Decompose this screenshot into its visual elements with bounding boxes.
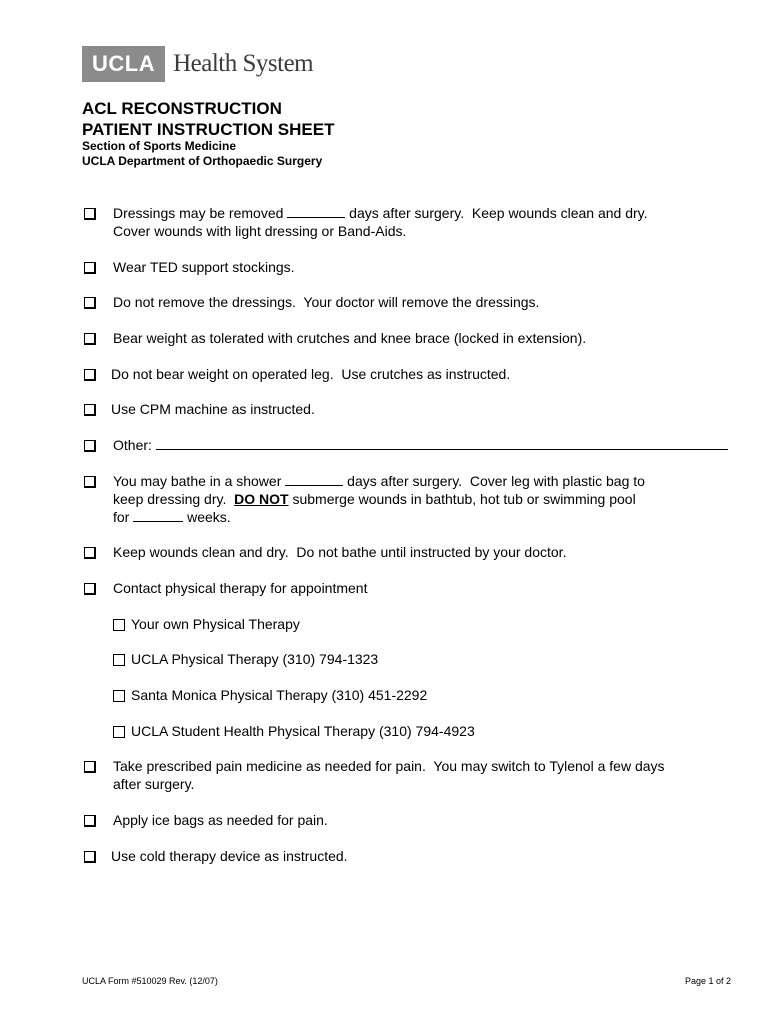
checkbox[interactable] [84, 547, 96, 559]
checkbox[interactable] [84, 333, 96, 345]
title-line-2: PATIENT INSTRUCTION SHEET [82, 120, 335, 139]
item-text: Dressings may be removed days after surgery. Keep wounds clean and dry. [113, 205, 648, 221]
item-text: Use cold therapy device as instructed. [111, 848, 348, 864]
item-text: You may bathe in a shower days after surgery. Cover leg with plastic bag to [113, 473, 645, 489]
item-text: Contact physical therapy for appointment [113, 580, 368, 596]
subtitle-department: UCLA Department of Orthopaedic Surgery [82, 154, 323, 168]
checkbox[interactable] [84, 369, 96, 381]
item-text: Other: [113, 436, 728, 454]
item-text: Bear weight as tolerated with crutches and knee brace (locked in extension). [113, 330, 587, 346]
logo-text: Health System [173, 50, 314, 77]
checkbox[interactable] [84, 404, 96, 416]
fill-in-blank[interactable] [133, 508, 183, 522]
checkbox[interactable] [84, 761, 96, 773]
title-line-1: ACL RECONSTRUCTION [82, 99, 282, 118]
page-title [82, 98, 335, 140]
checkbox[interactable] [84, 476, 96, 488]
pt-option-label: Your own Physical Therapy [131, 616, 300, 632]
item-text: Wear TED support stockings. [113, 259, 295, 275]
checkbox[interactable] [113, 654, 125, 666]
checkbox[interactable] [84, 208, 96, 220]
fill-in-blank[interactable] [287, 204, 345, 218]
fill-in-blank[interactable] [285, 472, 343, 486]
checkbox[interactable] [113, 619, 125, 631]
checkbox[interactable] [84, 297, 96, 309]
subtitle-section: Section of Sports Medicine [82, 139, 237, 153]
item-text: Take prescribed pain medicine as needed for pain. You may switch to Tylenol a few days [113, 758, 665, 774]
checkbox[interactable] [84, 851, 96, 863]
checkbox[interactable] [84, 262, 96, 274]
page-number: Page 1 of 2 [684, 976, 731, 986]
item-text: Apply ice bags as needed for pain. [113, 812, 328, 828]
item-text-line-3: for weeks. [113, 509, 231, 525]
checkbox[interactable] [113, 690, 125, 702]
form-number: UCLA Form #510029 Rev. (12/07) [82, 976, 218, 986]
do-not-emphasis: DO NOT [234, 491, 289, 507]
other-fill-in-line[interactable] [156, 436, 728, 450]
item-text-line-2: after surgery. [113, 776, 195, 792]
pt-option-label: UCLA Physical Therapy (310) 794-1323 [131, 651, 379, 667]
item-text-line-2: Cover wounds with light dressing or Band-Aids. [113, 223, 407, 239]
checkbox[interactable] [84, 440, 96, 452]
item-text-line-2: keep dressing dry. DO NOT submerge wounds in bathtub, hot tub or swimming pool [113, 491, 636, 507]
pt-option-label: UCLA Student Health Physical Therapy (310) 794-4923 [131, 723, 475, 739]
item-text: Do not remove the dressings. Your doctor will remove the dressings. [113, 294, 540, 310]
ucla-health-logo [82, 46, 313, 82]
checkbox[interactable] [113, 726, 125, 738]
item-text: Keep wounds clean and dry. Do not bathe until instructed by your doctor. [113, 544, 567, 560]
logo-mark: UCLA [82, 46, 165, 82]
item-text: Use CPM machine as instructed. [111, 401, 315, 417]
item-text: Do not bear weight on operated leg. Use crutches as instructed. [111, 366, 511, 382]
checkbox[interactable] [84, 815, 96, 827]
checkbox[interactable] [84, 583, 96, 595]
pt-option-label: Santa Monica Physical Therapy (310) 451-2292 [131, 687, 428, 703]
